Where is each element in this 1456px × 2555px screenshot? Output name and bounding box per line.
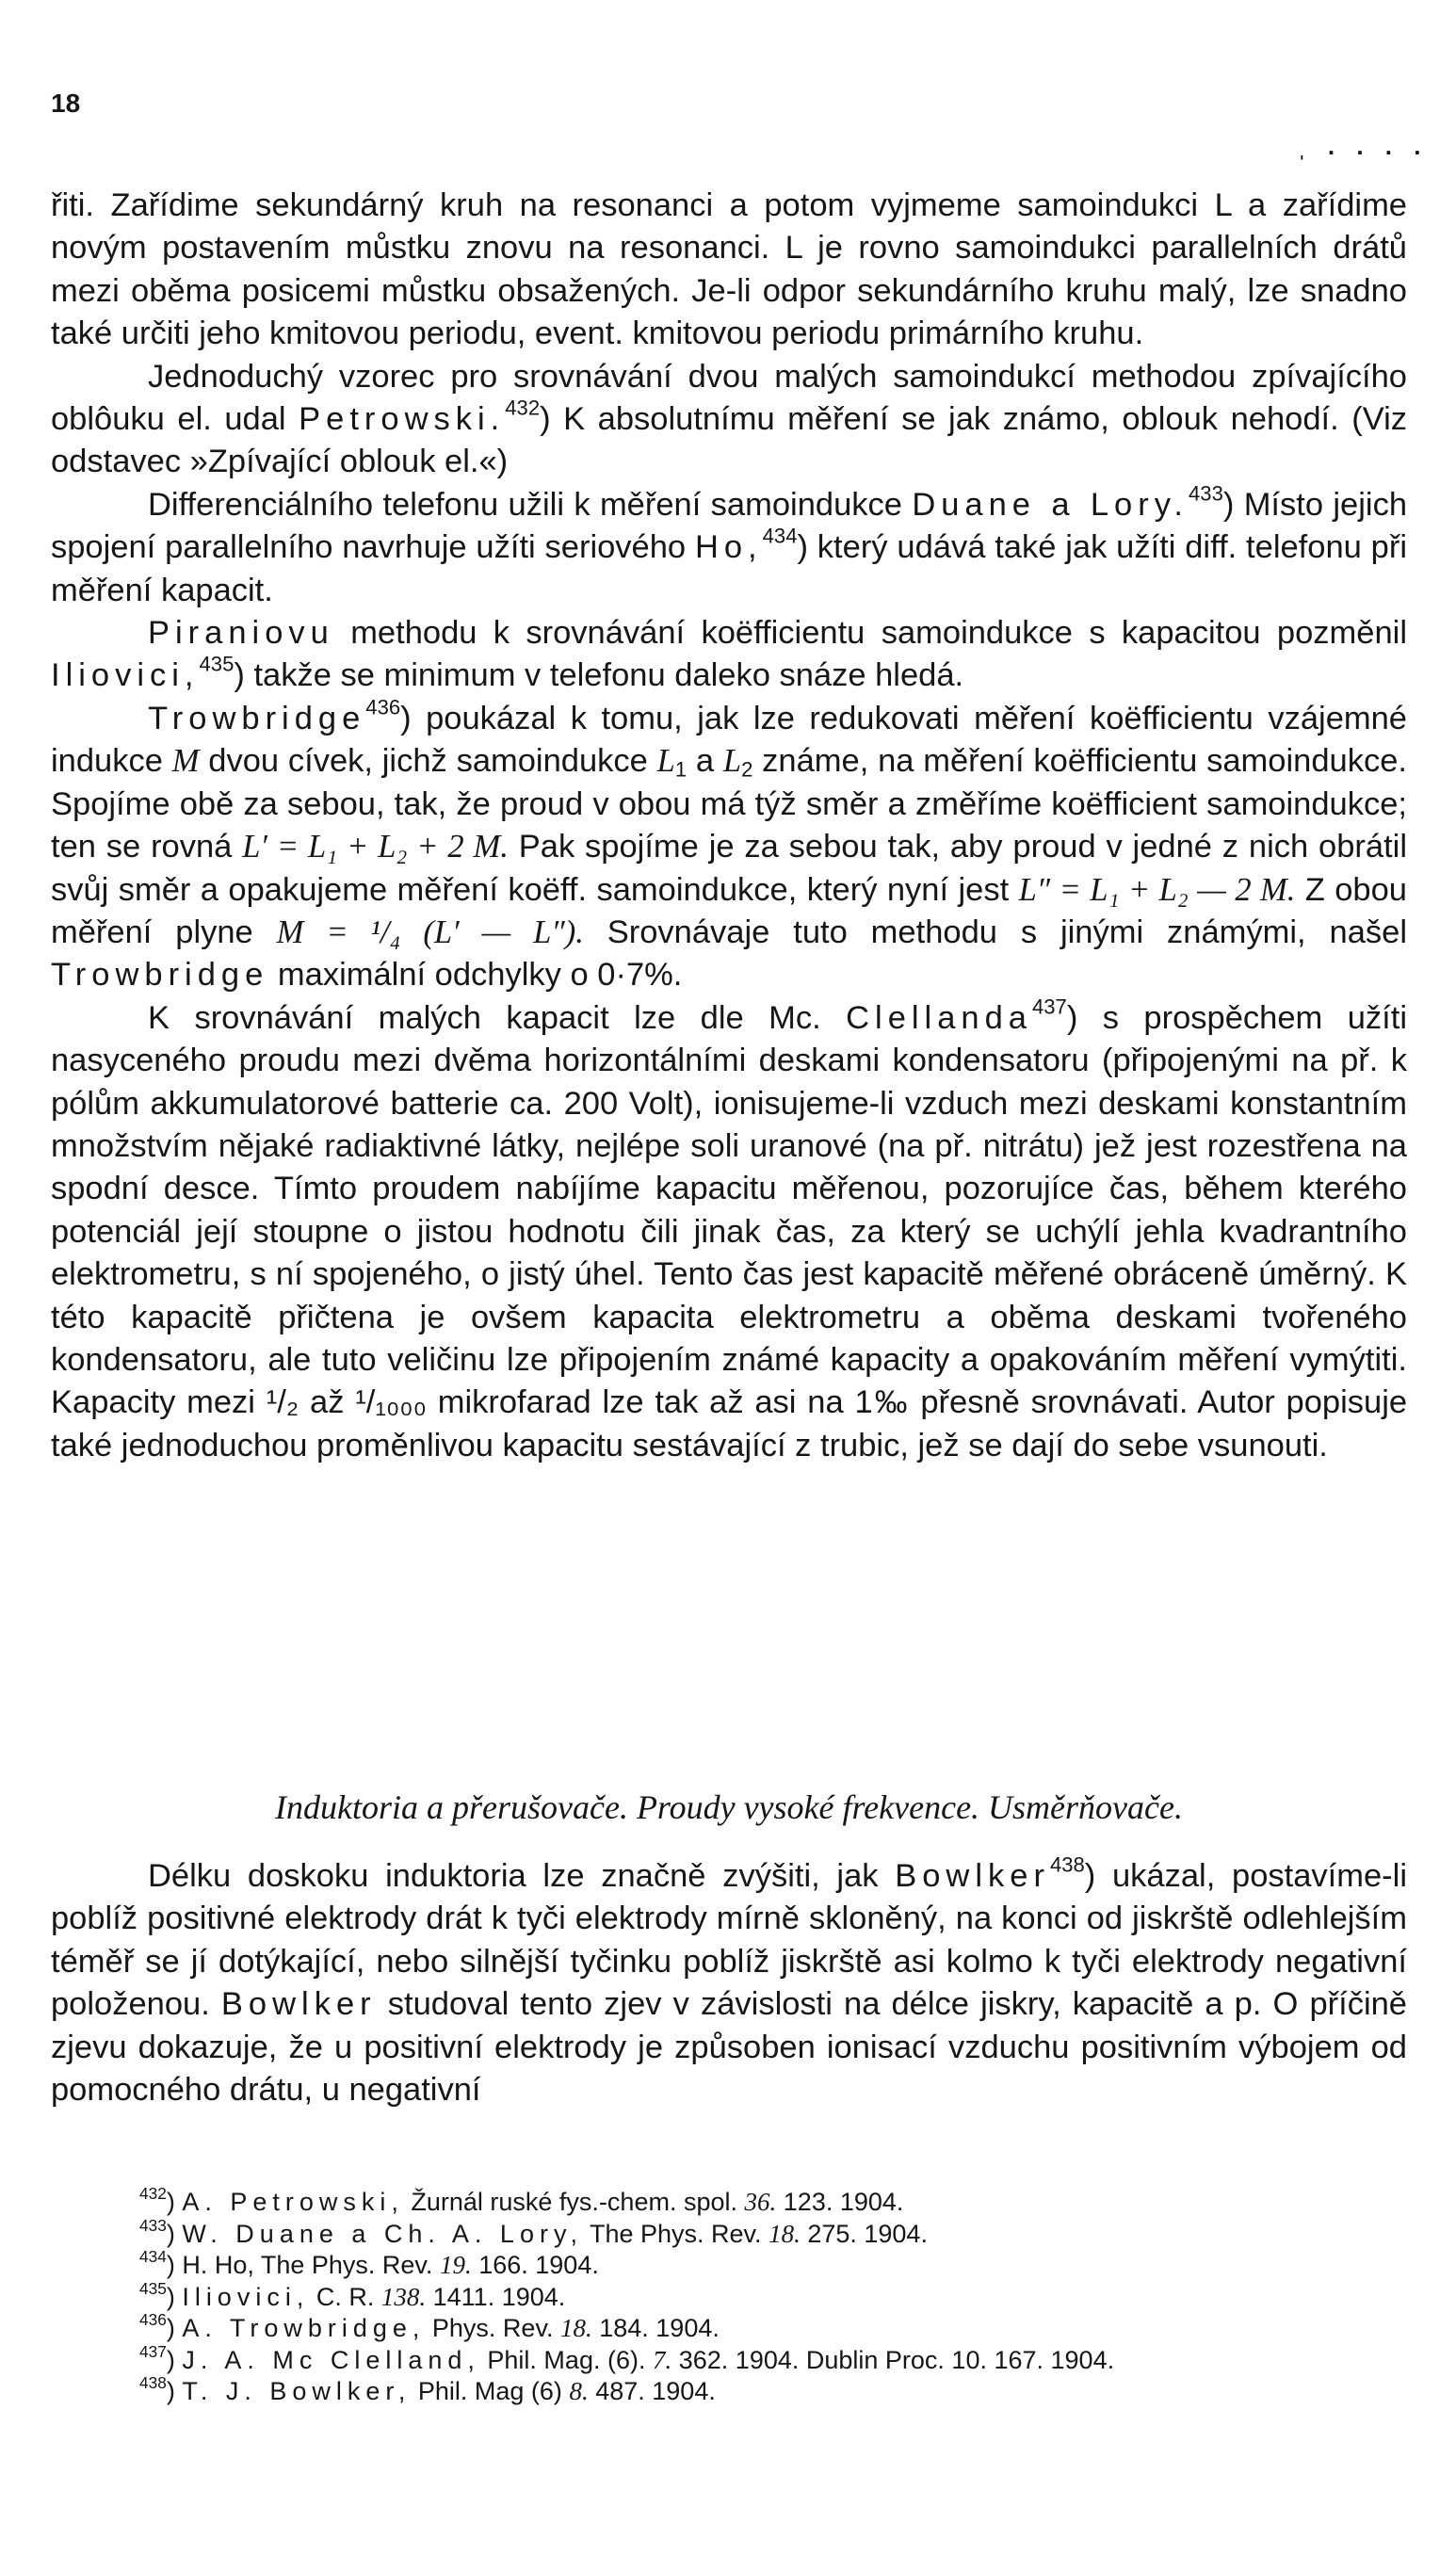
footnote-ref: 433	[1189, 481, 1223, 506]
footnotes	[139, 2183, 1420, 2408]
author-name: Bowlker	[895, 1858, 1050, 1894]
paragraph-5: Trowbridge$^{436}$) poukázal k tomu, jak lze redukovati měření koëfficientu vzájemné indukce M dvou cívek, jichž samoindukce $L_1$ a $L_2$ známe, na měření koëfficientu samoindukce. Spojíme obě za sebou, tak, že proud v obou má týž směr a změříme koëfficient samoindukce; ten se rovná L′ = L₁ + L₂ + 2 M. Pak spojíme je za sebou tak, aby proud v jedné z nich obrátil svůj směr a opakujeme měření koëff. samoindukce, který nyní jest L″ = L₁ + L₂ — 2 M. Z obou měření plyne M = ¹/₄ (L′ — L″). Srovnávaje tuto methodu s jinými známými, našel Trowbridge maximální odchylky o 0·7%.	[51, 695, 1408, 994]
author-name: Trowbridge	[51, 957, 269, 994]
author-name: Piraniovu	[148, 615, 334, 652]
math-symbol: L	[722, 743, 742, 780]
author-name: Clellanda	[846, 999, 1032, 1036]
section-text	[51, 1852, 1407, 2111]
math-symbol: M	[171, 743, 200, 780]
footnote: $^{438}$) T. J. Bowlker, Phil. Mag (6) 8. 487. 1904.	[139, 2372, 716, 2405]
page-number: 18	[51, 89, 81, 118]
author-name: Petrowski.	[299, 401, 506, 438]
footnote-ref: 438	[1049, 1852, 1085, 1877]
footnote: $^{434}$) H. Ho, The Phys. Rev. 19. 166. 1904.	[139, 2246, 599, 2279]
footnote-ref: 436	[365, 695, 401, 720]
paragraph-6: K srovnávání malých kapacit lze dle Mc. Clellanda$^{437}$) s prospěchem užíti nasyceného proudu mezi dvěma horizontálními deskami kondensatoru (připojenými na př. k pólům akkumulatorové batterie ca. 200 Volt), ionisujeme-li vzduch mezi deskami konstantním množstvím nějaké radiaktivné látky, nejlépe soli uranové (na př. nitrátu) jež jest rozestřena na spodní desce. Tímto proudem nabíjíme kapacitu měřenou, pozorujíce čas, během kterého potenciál její stoupne o jistou hodnotu čili jinak čas, za který se uchýlí jehla kvadrantního elektrometru, s ní spojeného, o jistý úhel. Tento čas jest kapacitě měřené obráceně úměrný. K této kapacitě přičtena je ovšem kapacita elektrometru a oběma deskami tvořeného kondensatoru, ale tuto veličinu lze připojením známé kapacity a opakováním měření vymýtiti. Kapacity mezi ¹/₂ až ¹/₁₀₀₀ mikrofarad lze tak až asi na 1‰ přesně srovnávati. Autor popisuje také jednoduchou proměnlivou kapacitu sestávající z trubic, jež se dají do sebe vsunouti.	[51, 995, 1408, 1463]
author-name: Iliovici,	[51, 657, 200, 694]
footnote: $^{436}$) A. Trowbridge, Phys. Rev. 18. 184. 1904.	[139, 2309, 720, 2342]
section-heading: Induktoria a přerušovače. Proudy vysoké frekvence. Usměrňovače.	[275, 1788, 1183, 1826]
footnote-ref: 432	[505, 396, 541, 420]
footnote-ref: 434	[762, 524, 798, 548]
per-mille: 1‰	[854, 1384, 910, 1421]
paragraph-3: Differenciálního telefonu užili k měření samoindukce Duane a Lory.$^{433}$) Místo jejich spojení parallelního navrhuje užíti seriového Ho,$^{434}$) který udává také jak užíti diff. telefonu při měření kapacit.	[51, 481, 1408, 608]
section-paragraph-1: Délku doskoku induktoria lze značně zvýšiti, jak Bowlker$^{438}$) ukázal, postavíme-li poblíž positivné elektrody drát k tyči elektrody mírně skloněný, na konci od jiskrště odlehlejším téměř se jí dotýkající, nebo silnější tyčinku poblíž jiskrště asi kolmo k tyči elektrody negativní položenou. Bowlker studoval tento zjev v závislosti na délce jiskry, kapacitě a p. O příčině zjevu dokazuje, že u positivní elektrody je způsoben ionisací vzduchu positivním výbojem od pomocného drátu, u negativní	[51, 1852, 1407, 2109]
equation: L″ = L₁ + L₂ — 2 M.	[1018, 871, 1296, 908]
footnote: $^{433}$) W. Duane a Ch. A. Lory, The Phys. Rev. 18. 275. 1904.	[139, 2215, 928, 2248]
equation: L′ = L₁ + L₂ + 2 M.	[242, 829, 509, 865]
author-name: Ho,	[694, 529, 763, 566]
fraction: ¹/₂	[266, 1384, 299, 1421]
footnote: $^{432}$) A. Petrowski, Žurnál ruské fys.-chem. spol. 36. 123. 1904.	[139, 2183, 904, 2216]
paragraph-1: řiti. Zařídime sekundárný kruh na resonanci a potom vyjmeme samoindukci L a zařídime novým postavením můstku znovu na resonanci. L je rovno samoindukci parallelních drátů mezi oběma posicemi můstku obsažených. Je-li odpor sekundárního kruhu malý, lze snadno také určiti jeho kmitovou periodu, event. kmitovou periodu primárního kruhu.	[51, 187, 1407, 352]
footnote-ref: 437	[1031, 995, 1067, 1019]
equation: M = ¹/₄ (L′ — L″).	[276, 914, 584, 950]
footnote: $^{435}$) Iliovici, C. R. 138. 1411. 1904.	[139, 2278, 566, 2311]
author-name: Duane a Lory.	[912, 486, 1189, 523]
footnote-ref: 435	[199, 653, 235, 677]
fraction: ¹/₁₀₀₀	[355, 1384, 427, 1421]
author-name: Trowbridge	[148, 700, 366, 736]
author-name: Bowlker	[220, 1986, 377, 2023]
math-symbol: L	[656, 743, 675, 780]
paragraph-4: Piraniovu methodu k srovnávání koëfficientu samoindukce s kapacitou pozměnil Iliovici,$^{435}$) takže se minimum v telefonu daleko snáze hledá.	[51, 615, 1407, 694]
paragraph-2: Jednoduchý vzorec pro srovnávání dvou malých samoindukcí methodou zpívajícího oblôuku el. udal Petrowski.$^{432}$) K absolutnímu měření se jak známo, oblouk nehodí. (Viz odstavec »Zpívající oblouk el.«)	[51, 358, 1408, 480]
main-text	[51, 185, 1407, 1467]
footnote: $^{437}$) J. A. Mc Clelland, Phil. Mag. (6). 7. 362. 1904. Dublin Proc. 10. 167. 1904.	[139, 2341, 1115, 2374]
corner-marks: ˌ . . . .	[1298, 132, 1429, 160]
